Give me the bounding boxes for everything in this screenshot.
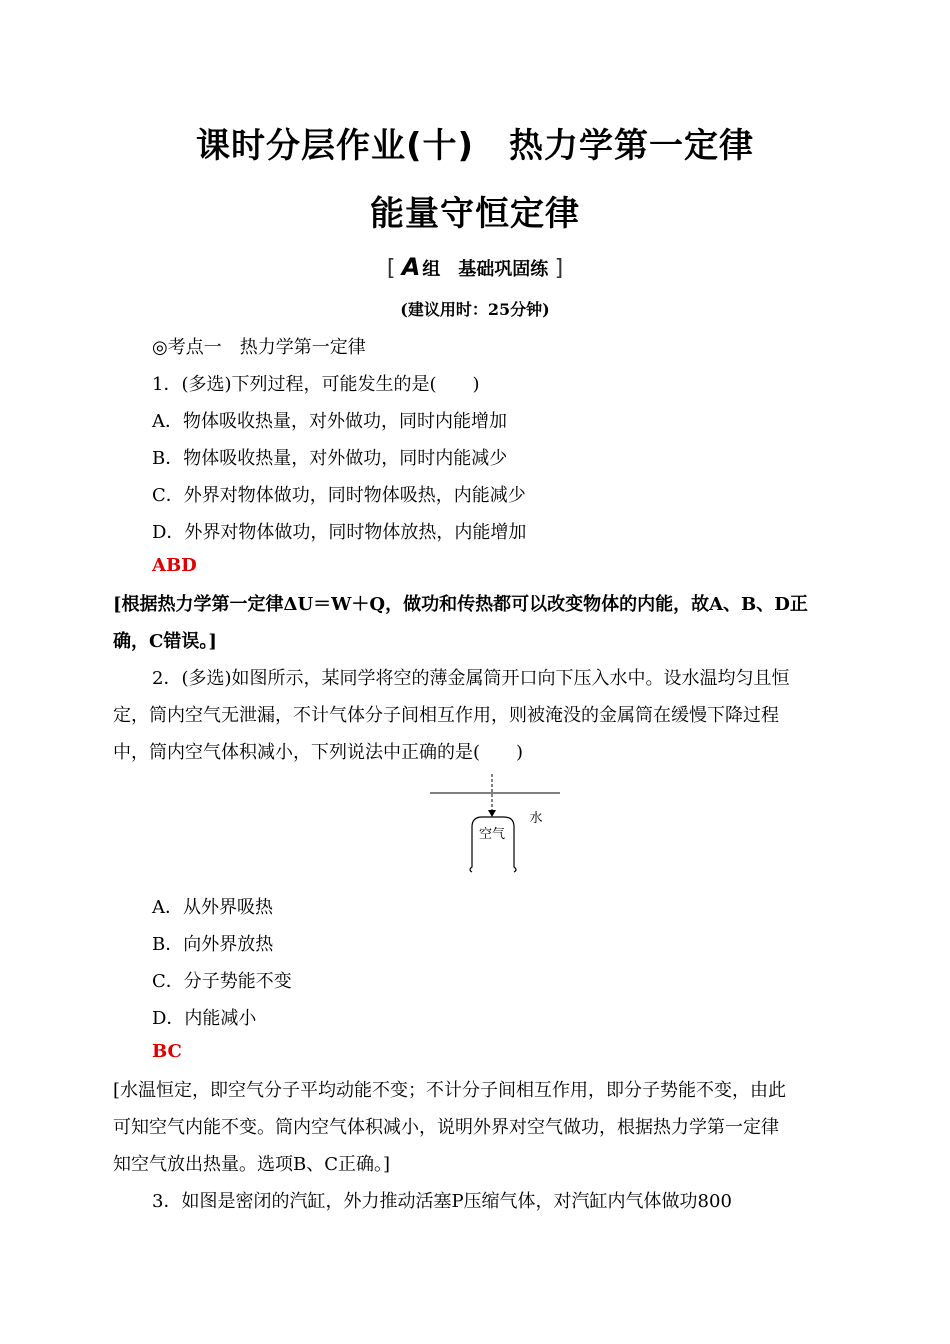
q2-stem-line-3: 中，筒内空气体积减小，下列说法中正确的是( ) bbox=[113, 742, 524, 763]
push-arrow-icon bbox=[488, 810, 496, 817]
q1-answer: ABD bbox=[152, 555, 197, 576]
q3-stem: 3．如图是密闭的汽缸，外力推动活塞P压缩气体，对汽缸内气体做功800 bbox=[152, 1191, 732, 1212]
group-bracket-close: ] bbox=[554, 256, 564, 281]
page-title: 课时分层作业(十) 热力学第一定律 bbox=[195, 126, 755, 166]
page-subtitle: 能量守恒定律 bbox=[370, 194, 580, 234]
q1-option-a: A．物体吸收热量，对外做功，同时内能增加 bbox=[152, 411, 507, 432]
q2-option-d: D．内能减小 bbox=[152, 1008, 257, 1029]
air-label: 空气 bbox=[478, 827, 506, 842]
time-hint: (建议用时：25分钟) bbox=[400, 300, 550, 319]
q1-explain-line-2: 确，C错误。] bbox=[113, 631, 217, 652]
q2-explain-line-3: 知空气放出热量。选项B、C正确。] bbox=[113, 1154, 391, 1175]
group-heading bbox=[0, 253, 950, 281]
water-label: 水 bbox=[529, 811, 543, 826]
q2-option-a: A．从外界吸热 bbox=[152, 897, 273, 918]
cylinder-outline bbox=[470, 817, 516, 872]
q1-option-d: D．外界对物体做功，同时物体放热，内能增加 bbox=[152, 522, 527, 543]
group-bracket-open: [ bbox=[386, 256, 396, 281]
q1-option-c: C．外界对物体做功，同时物体吸热，内能减少 bbox=[152, 485, 526, 506]
q2-stem-line-2: 定，筒内空气无泄漏，不计气体分子间相互作用，则被淹没的金属筒在缓慢下降过程 bbox=[113, 705, 779, 726]
metal-cylinder-figure bbox=[420, 772, 570, 882]
q1-explain-line-1: [根据热力学第一定律ΔU＝W＋Q，做功和传热都可以改变物体的内能，故A、B、D正 bbox=[113, 594, 808, 615]
q2-stem-line-1: 2．(多选)如图所示，某同学将空的薄金属筒开口向下压入水中。设水温均匀且恒 bbox=[152, 668, 790, 689]
group-letter: A bbox=[401, 253, 421, 281]
q1-stem: 1．(多选)下列过程，可能发生的是( ) bbox=[152, 374, 480, 395]
q2-option-c: C．分子势能不变 bbox=[152, 971, 292, 992]
q2-explain-line-1: [水温恒定，即空气分子平均动能不变；不计分子间相互作用，即分子势能不变，由此 bbox=[113, 1080, 787, 1101]
section-heading: ◎考点一 热力学第一定律 bbox=[152, 337, 366, 358]
group-label: 组 基础巩固练 bbox=[422, 259, 549, 280]
q2-answer: BC bbox=[152, 1041, 182, 1062]
q2-option-b: B．向外界放热 bbox=[152, 934, 274, 955]
q1-option-b: B．物体吸收热量，对外做功，同时内能减少 bbox=[152, 448, 508, 469]
q2-explain-line-2: 可知空气内能不变。筒内空气体积减小，说明外界对空气做功，根据热力学第一定律 bbox=[113, 1117, 779, 1138]
